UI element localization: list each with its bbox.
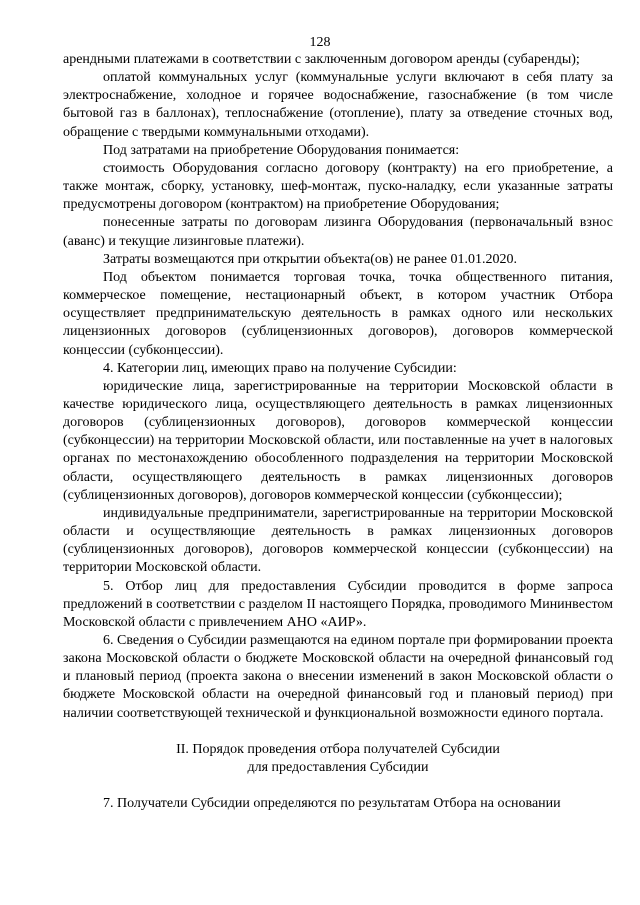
section-heading-line-2: для предоставления Субсидии (247, 759, 429, 775)
document-body (63, 51, 613, 813)
paragraph-10: индивидуальные предприниматели, зарегистрированные на территории Московской области и осуществляющие деятельность в рамках лицензионных договоров (сублицензионных договоров), договоров коммерческой концессии (субконцессии) на территории Московской области. (63, 505, 613, 576)
paragraph-13: 7. Получатели Субсидии определяются по результатам Отбора на основании (103, 796, 561, 812)
page-number: 128 (309, 35, 331, 50)
paragraph-11: 5. Отбор лиц для предоставления Субсидии проводится в форме запроса предложений в соответствии с разделом II настоящего Порядка, проводимого Мининвестом Московской области с привлечением АНО «АИР». (63, 578, 613, 630)
paragraph-7: Под объектом понимается торговая точка, точка общественного питания, коммерческое помещение, нестационарный объект, в котором участник Отбора осуществляет предпринимательскую деятельность в рамках одного или нескольких лицензионных договоров (сублицензионных договоров), договоров коммерческой концессии (субконцессии). (63, 269, 613, 358)
paragraph-1: арендными платежами в соответствии с заключенным договором аренды (субаренды); (63, 52, 580, 67)
paragraph-12: 6. Сведения о Субсидии размещаются на едином портале при формировании проекта закона Московской области о бюджете Московской области на очередной финансовый год и плановый период (проекта закона о внесении изменений в закон Московской области о бюджете Московской области на очередной финансовый год и плановый период) при наличии соответствующей технической и функциональной возможности единого портала. (63, 633, 613, 721)
paragraph-2: оплатой коммунальных услуг (коммунальные услуги включают в себя плату за электроснабжение, холодное и горячее водоснабжение, газоснабжение (в том числе бытовой газ в баллонах), теплоснабжение (отопление), плату за отведение сточных вод, обращение с твердыми коммунальными отходами). (63, 70, 613, 140)
section-heading-line-1: II. Порядок проведения отбора получателей Субсидии (176, 741, 500, 757)
paragraph-4: стоимость Оборудования согласно договору (контракту) на его приобретение, а также монтаж, сборку, установку, шеф-монтаж, пуско-наладку, если указанные затраты предусмотрены договором (контрактом) на приобретение Оборудования; (63, 160, 613, 213)
paragraph-8: 4. Категории лиц, имеющих право на получение Субсидии: (103, 360, 457, 376)
paragraph-3: Под затратами на приобретение Оборудования понимается: (103, 142, 460, 158)
paragraph-9: юридические лица, зарегистрированные на территории Московской области в качестве юридического лица, осуществляющего деятельность в рамках лицензионных договоров (сублицензионных договоров), договоров коммерческой концессии (субконцессии) на территории Московской области, или поставленные на учет в налоговых органах по местонахождению обособленного подразделения на территории Московской области, осуществляющего деятельность в рамках лицензионных договоров (сублицензионных договоров), договоров коммерческой концессии (субконцессии); (63, 378, 613, 503)
paragraph-6: Затраты возмещаются при открытии объекта(ов) не ранее 01.01.2020. (103, 251, 518, 267)
paragraph-5: понесенные затраты по договорам лизинга Оборудования (первоначальный взнос (аванс) и текущие лизинговые платежи). (63, 215, 613, 249)
section-heading (63, 741, 613, 777)
